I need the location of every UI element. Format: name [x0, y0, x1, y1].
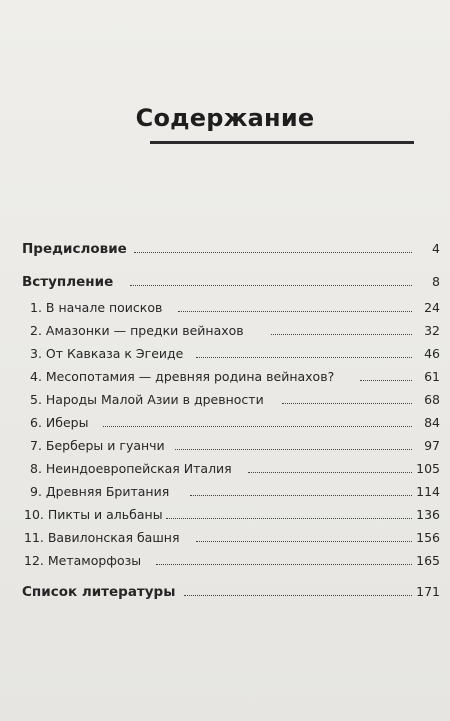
- dot-leader: [103, 426, 412, 427]
- toc-entry-page: 32: [424, 323, 440, 338]
- toc-entry-chapter: [0, 506, 450, 524]
- dot-leader: [271, 334, 412, 335]
- dot-leader: [282, 403, 412, 404]
- toc-entry-chapter: [0, 391, 450, 409]
- toc-entry-label: 7. Берберы и гуанчи: [30, 438, 165, 453]
- dot-leader: [196, 541, 412, 542]
- toc-entry-page: 8: [432, 274, 440, 289]
- toc-entry-preface: [0, 240, 450, 258]
- toc-entry-chapter: [0, 483, 450, 501]
- dot-leader: [134, 252, 412, 253]
- toc-entry-label: 2. Амазонки — предки вейнахов: [30, 323, 244, 338]
- toc-entry-label: 10. Пикты и альбаны: [24, 507, 163, 522]
- dot-leader: [360, 380, 412, 381]
- toc-entry-page: 46: [424, 346, 440, 361]
- dot-leader: [156, 564, 412, 565]
- toc-entry-label: Список литературы: [22, 584, 176, 600]
- toc-entry-chapter: [0, 299, 450, 317]
- toc-entry-page: 61: [424, 369, 440, 384]
- toc-entry-label: 4. Месопотамия — древняя родина вейнахов?: [30, 369, 335, 384]
- toc-entry-page: 105: [416, 461, 440, 476]
- toc-entry-chapter: [0, 460, 450, 478]
- dot-leader: [190, 495, 412, 496]
- toc-entry-label: 6. Иберы: [30, 415, 89, 430]
- toc-entry-label: 8. Неиндоевропейская Италия: [30, 461, 232, 476]
- toc-entry-label: 3. От Кавказа к Эгеиде: [30, 346, 184, 361]
- toc-entry-label: 11. Вавилонская башня: [24, 530, 180, 545]
- toc-entry-label: 12. Метаморфозы: [24, 553, 142, 568]
- dot-leader: [184, 595, 412, 596]
- toc-entry-chapter: [0, 437, 450, 455]
- dot-leader: [130, 285, 412, 286]
- toc-entry-label: Вступление: [22, 274, 114, 290]
- dot-leader: [166, 518, 412, 519]
- title-underline: [150, 141, 414, 144]
- toc-entry-label: 9. Древняя Британия: [30, 484, 170, 499]
- toc-entry-page: 97: [424, 438, 440, 453]
- toc-entry-chapter: [0, 368, 450, 386]
- dot-leader: [248, 472, 412, 473]
- toc-entry-page: 68: [424, 392, 440, 407]
- toc-entry-page: 136: [416, 507, 440, 522]
- toc-entry-chapter: [0, 345, 450, 363]
- toc-entry-chapter: [0, 414, 450, 432]
- toc-entry-bibliography: [0, 583, 450, 601]
- dot-leader: [175, 449, 412, 450]
- toc-entry-label: 5. Народы Малой Азии в древности: [30, 392, 264, 407]
- toc-entry-page: 4: [432, 241, 440, 256]
- page-title: Содержание: [135, 104, 315, 132]
- toc-entry-chapter: [0, 552, 450, 570]
- toc-entry-page: 24: [424, 300, 440, 315]
- toc-entry-page: 84: [424, 415, 440, 430]
- toc-entry-label: Предисловие: [22, 241, 127, 257]
- toc-entry-label: 1. В начале поисков: [30, 300, 163, 315]
- toc-entry-chapter: [0, 529, 450, 547]
- toc-entry-page: 165: [416, 553, 440, 568]
- toc-entry-page: 114: [416, 484, 440, 499]
- dot-leader: [178, 311, 412, 312]
- toc-entry-introduction: [0, 273, 450, 291]
- dot-leader: [196, 357, 412, 358]
- toc-entry-page: 171: [416, 584, 440, 599]
- toc-entry-page: 156: [416, 530, 440, 545]
- toc-entry-chapter: [0, 322, 450, 340]
